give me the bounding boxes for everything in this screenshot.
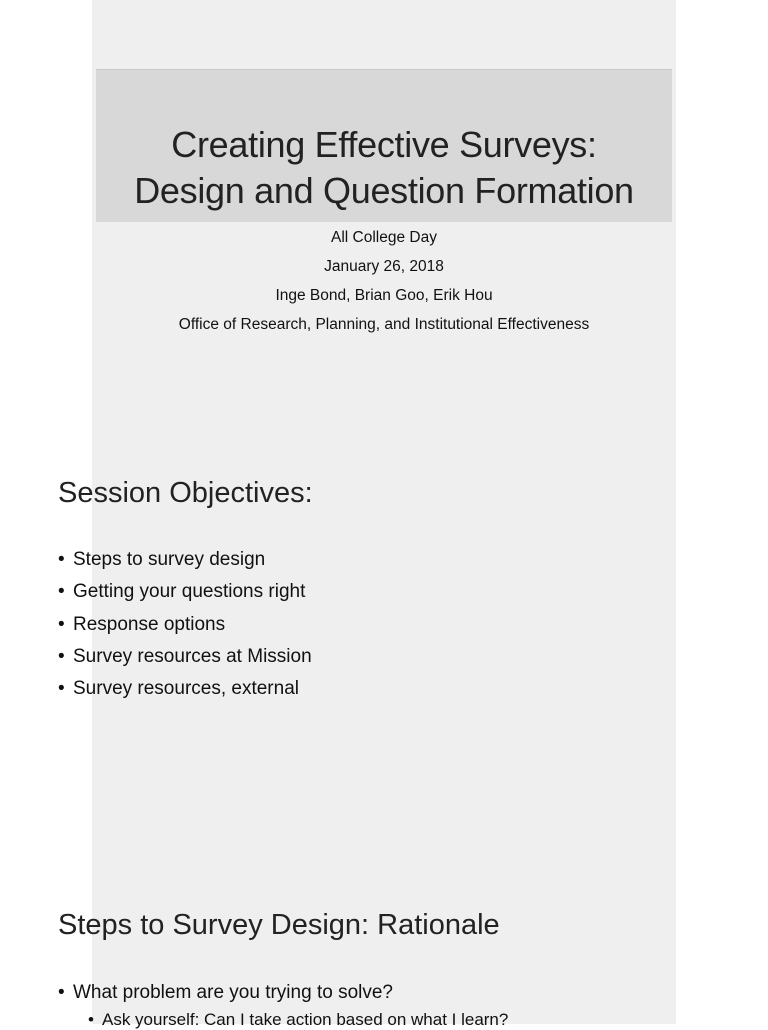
list-item — [58, 581, 305, 603]
presenters: Inge Bond, Brian Goo, Erik Hou — [275, 287, 493, 304]
bullet-icon: • — [58, 678, 65, 699]
session-objectives-heading: Session Objectives: — [58, 477, 313, 509]
event-date: January 26, 2018 — [324, 258, 444, 275]
list-item-text: Response options — [73, 614, 226, 635]
sub-list-item — [88, 1010, 508, 1030]
list-item — [58, 678, 299, 700]
bullet-icon: • — [58, 614, 65, 635]
list-item — [58, 982, 393, 1004]
bullet-icon: • — [58, 549, 65, 570]
list-item-text: Getting your questions right — [73, 581, 306, 602]
list-item — [58, 549, 265, 571]
slide-title-line-2: Design and Question Formation — [134, 170, 634, 211]
list-item — [58, 614, 225, 636]
event-name: All College Day — [331, 229, 437, 246]
list-item-text: Steps to survey design — [73, 549, 266, 570]
list-item — [58, 646, 312, 668]
bullet-icon: • — [58, 646, 65, 667]
office-name: Office of Research, Planning, and Institutional Effectiveness — [178, 316, 590, 333]
bullet-icon: • — [58, 982, 65, 1003]
list-item-text: Survey resources at Mission — [73, 646, 312, 667]
sub-list-item-text: Ask yourself: Can I take action based on what I learn? — [102, 1010, 509, 1029]
list-item-text: What problem are you trying to solve? — [73, 982, 393, 1003]
bullet-icon: • — [58, 581, 65, 602]
list-item-text: Survey resources, external — [73, 678, 299, 699]
slide-title-line-1: Creating Effective Surveys: — [171, 124, 597, 165]
survey-design-heading: Steps to Survey Design: Rationale — [58, 909, 500, 941]
bullet-icon: • — [88, 1010, 94, 1029]
